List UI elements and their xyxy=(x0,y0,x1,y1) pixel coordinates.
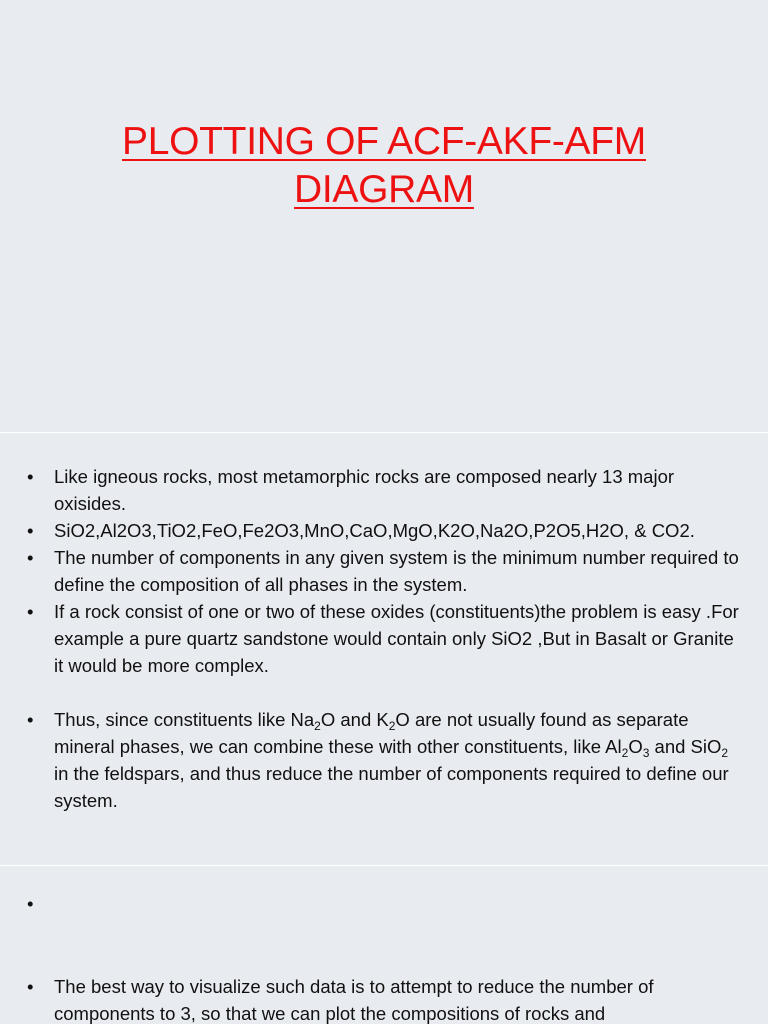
bullet-dot: • xyxy=(27,466,34,487)
slide-title-heading xyxy=(40,118,728,214)
slide-visualize xyxy=(0,866,768,1024)
title-line-1: PLOTTING OF ACF-AKF-AFM xyxy=(122,120,646,163)
list-item xyxy=(27,598,742,679)
bullet-text: The number of components in any given system is the minimum number required to define the composition of all phases in the system. xyxy=(54,547,739,595)
list-item xyxy=(27,463,742,517)
list-item xyxy=(27,544,742,598)
title-line-2: DIAGRAM xyxy=(294,168,474,211)
bullet-dot: • xyxy=(27,893,34,914)
bullet-dot: • xyxy=(27,709,34,730)
bullet-list xyxy=(27,973,742,1024)
bullet-text: If a rock consist of one or two of these oxides (constituents)the problem is easy .For example a pure quartz sandstone would contain only SiO2 ,But in Basalt or Granite it would be more complex. xyxy=(54,601,739,676)
slide-components xyxy=(0,433,768,865)
bullet-dot: • xyxy=(27,976,34,997)
bullet-text: Thus, since constituents like $Na_2O$ and $K_2O$ are not usually found as separate mineral phases, we can combine these with other constituents, like $Al_2O_3$ and SiO$_2$ in the feldspars, and thus reduce the number of components required to define our system. xyxy=(54,709,729,811)
list-item xyxy=(27,706,742,814)
bullet-dot: • xyxy=(27,601,34,622)
list-item xyxy=(27,517,742,544)
bullet-list xyxy=(27,463,742,814)
bullet-dot: • xyxy=(27,520,34,541)
bullet-text: SiO2,Al2O3,TiO2,FeO,Fe2O3,MnO,CaO,MgO,K2O,Na2O,P2O5,H2O, & CO2. xyxy=(54,520,695,541)
bullet-text: Like igneous rocks, most metamorphic rocks are composed nearly 13 major oxisides. xyxy=(54,466,675,514)
slide-title xyxy=(0,0,768,432)
bullet-text: The best way to visualize such data is to attempt to reduce the number of components to 3, so that we can plot the compositions of rocks and xyxy=(54,976,654,1024)
list-item xyxy=(27,973,742,1024)
bullet-dot: • xyxy=(27,547,34,568)
